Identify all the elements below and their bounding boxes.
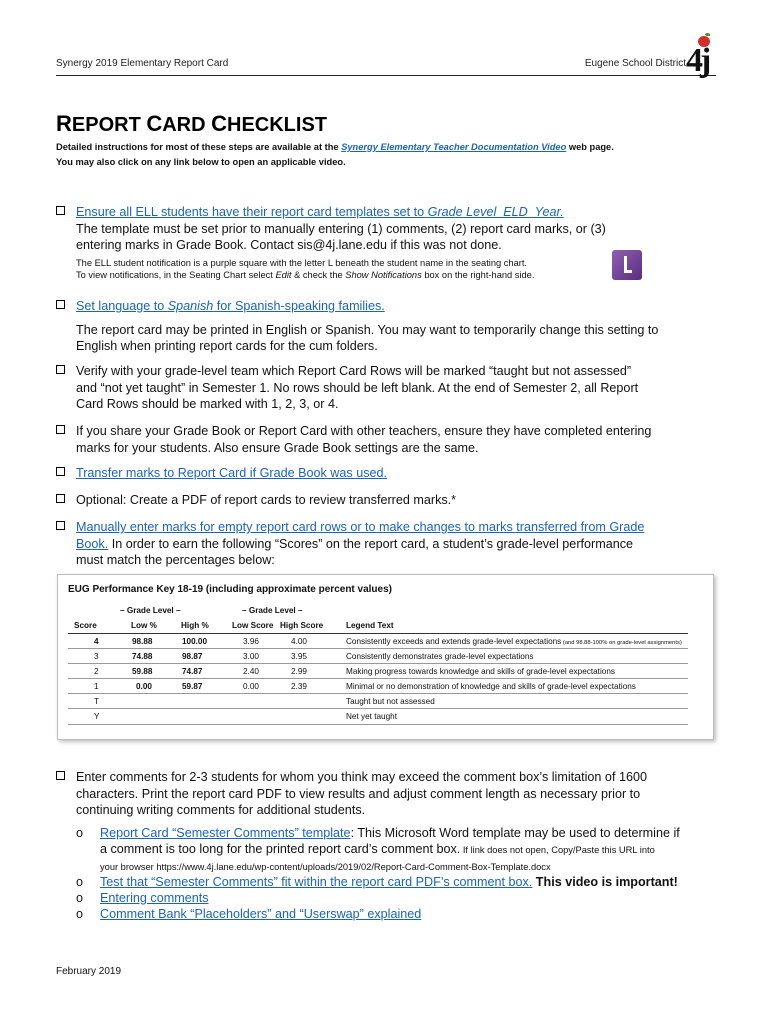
checklist-item-verify bbox=[56, 363, 716, 413]
page-title bbox=[56, 111, 327, 137]
perf-cell: 2.99 bbox=[291, 667, 307, 676]
transfer-marks-link[interactable]: Transfer marks to Report Card if Grade Book was used. bbox=[76, 466, 388, 480]
intro-line1-pre: Detailed instructions for most of these steps are available at the bbox=[56, 142, 342, 152]
perf-header-legend: Legend Text bbox=[346, 621, 394, 630]
intro-line1-post: web page. bbox=[566, 142, 614, 152]
comments-template-link[interactable]: Report Card “Semester Comments” template bbox=[100, 826, 351, 840]
verify-line1: Verify with your grade-level team which Report Card Rows will be marked “taught but not assessed” bbox=[76, 364, 632, 378]
share-line2: marks for your students. Also ensure Grade Book settings are the same. bbox=[76, 440, 479, 455]
perf-cell: Consistently exceeds and extends grade-level expectations (and 98.88-100% on grade-level assignments) bbox=[346, 637, 682, 646]
title-c: C bbox=[146, 111, 163, 136]
checkbox-icon[interactable] bbox=[56, 365, 65, 374]
manual-line3: must match the percentages below: bbox=[76, 553, 275, 567]
perf-title: EUG Performance Key 18-19 (including approximate percent values) bbox=[68, 584, 392, 595]
intro-text bbox=[56, 140, 716, 170]
perf-row-rule bbox=[68, 663, 688, 664]
checklist-item-pdf bbox=[56, 492, 716, 509]
ell-template-link[interactable]: Ensure all ELL students have their report card templates set to Grade Level_ELD_Year. bbox=[76, 205, 564, 219]
district-logo bbox=[686, 36, 718, 80]
ell-note1: The ELL student notification is a purple square with the letter L beneath the student name in the seating chart. bbox=[76, 257, 528, 268]
list-item: o Test that “Semester Comments” fit within the report card PDF’s comment box. This video is important! bbox=[76, 875, 678, 889]
checklist-item-transfer bbox=[56, 465, 716, 482]
perf-header-low-pct: Low % bbox=[131, 621, 157, 630]
perf-cell: 74.88 bbox=[132, 652, 153, 661]
perf-cell: 3.96 bbox=[243, 637, 259, 646]
title-ch: C bbox=[211, 111, 228, 136]
set-language-link[interactable]: Set language to Spanish for Spanish-speaking families. bbox=[76, 299, 385, 313]
title-r: R bbox=[56, 111, 72, 136]
perf-cell: 4.00 bbox=[291, 637, 307, 646]
perf-cell: 3 bbox=[94, 652, 99, 661]
perf-cell: 4 bbox=[94, 637, 99, 646]
pdf-line1: Optional: Create a PDF of report cards to review transferred marks.* bbox=[76, 493, 457, 507]
footer-date: February 2019 bbox=[56, 966, 122, 977]
doc-video-link[interactable]: Synergy Elementary Teacher Documentation Video bbox=[341, 142, 567, 152]
header-right-text: Eugene School District bbox=[584, 58, 686, 69]
title-hecklist: HECKLIST bbox=[227, 114, 328, 136]
perf-cell: 2.40 bbox=[243, 667, 259, 676]
perf-cell: 59.88 bbox=[132, 667, 153, 676]
checkbox-icon[interactable] bbox=[56, 467, 65, 476]
comments-line3: continuing writing comments for additional students. bbox=[76, 803, 366, 817]
perf-cell: 2 bbox=[94, 667, 99, 676]
bullet-marker: o bbox=[76, 891, 84, 905]
perf-cell: Minimal or no demonstration of knowledge and skills of grade-level expectations bbox=[346, 682, 636, 691]
checkbox-icon[interactable] bbox=[56, 206, 65, 215]
manual-marks-link[interactable]: Manually enter marks for empty report card rows or to make changes to marks transferred from Grade bbox=[76, 520, 645, 534]
perf-cell: 0.00 bbox=[243, 682, 259, 691]
page-header bbox=[56, 58, 686, 74]
checkbox-icon[interactable] bbox=[56, 521, 65, 530]
perf-header-rule bbox=[68, 633, 688, 634]
share-line1: If you share your Grade Book or Report Card with other teachers, ensure they have completed entering bbox=[76, 424, 652, 438]
ell-note2: To view notifications, in the Seating Chart select Edit & check the Show Notifications box on the right-hand side. bbox=[76, 270, 535, 280]
perf-group2: – Grade Level – bbox=[242, 606, 303, 615]
checklist-item-comments bbox=[56, 769, 716, 819]
title-eport: EPORT bbox=[71, 114, 147, 136]
perf-header-score: Score bbox=[74, 621, 97, 630]
lang-line2: The report card may be printed in English or Spanish. You may want to temporarily change this setting to bbox=[76, 322, 659, 337]
perf-cell: Y bbox=[94, 712, 100, 721]
checklist-item-share bbox=[56, 423, 716, 456]
perf-cell: 3.95 bbox=[291, 652, 307, 661]
perf-cell: 98.87 bbox=[182, 652, 203, 661]
perf-cell: 74.87 bbox=[182, 667, 203, 676]
perf-cell: Consistently demonstrates grade-level expectations bbox=[346, 652, 534, 661]
perf-cell: T bbox=[94, 697, 100, 706]
ell-notification-icon bbox=[612, 250, 642, 280]
perf-row-rule bbox=[68, 724, 688, 725]
checkbox-icon[interactable] bbox=[56, 425, 65, 434]
ell-line3: entering marks in Grade Book. Contact sis@4j.lane.edu if this was not done. bbox=[76, 238, 502, 252]
perf-cell: 98.88 bbox=[132, 637, 153, 646]
list-item bbox=[76, 906, 716, 922]
verify-line3: Card Rows should be marked with 1, 2, 3, or 4. bbox=[76, 397, 339, 411]
perf-group1: – Grade Level – bbox=[120, 606, 181, 615]
list-item: o Report Card “Semester Comments” template: This Microsoft Word template may be used to determine if a comment is too long for the printed report card’s comment box. If link does not open, Copy/Paste this URL into your browser https://www.4j.lane.edu/wp-content/uploads/2019/02/Report-Card-Comment-Box-Template.docx bbox=[76, 826, 680, 872]
logo-text: 4j bbox=[686, 42, 709, 79]
perf-cell: 2.39 bbox=[291, 682, 307, 691]
perf-row-rule bbox=[68, 693, 688, 694]
checklist-item-language bbox=[56, 298, 716, 355]
perf-header-high-pct: High % bbox=[181, 621, 209, 630]
ell-line2: The template must be set prior to manually entering (1) comments, (2) report card marks, or (3) bbox=[76, 221, 606, 236]
perf-cell: 3.00 bbox=[243, 652, 259, 661]
perf-cell: 0.00 bbox=[136, 682, 152, 691]
perf-header-low-score: Low Score bbox=[232, 621, 274, 630]
perf-header-high-score: High Score bbox=[280, 621, 324, 630]
verify-line2: and “not yet taught” in Semester 1. No rows should be left blank. At the end of Semester 2, all Report bbox=[76, 380, 639, 395]
comments-line1: Enter comments for 2-3 students for whom you think may exceed the comment box’s limitation of 1600 bbox=[76, 770, 647, 784]
title-ard: ARD bbox=[162, 114, 212, 136]
header-left-text: Synergy 2019 Elementary Report Card bbox=[56, 58, 229, 69]
perf-cell: Making progress towards knowledge and skills of grade-level expectations bbox=[346, 667, 615, 676]
list-item bbox=[76, 890, 716, 906]
comment-bank-link[interactable]: Comment Bank “Placeholders” and “Userswap” explained bbox=[100, 907, 422, 921]
checkbox-icon[interactable] bbox=[56, 300, 65, 309]
entering-comments-link[interactable]: Entering comments bbox=[100, 891, 209, 905]
bullet-marker: o bbox=[76, 907, 84, 921]
header-divider bbox=[56, 75, 716, 76]
bullet-marker: o bbox=[76, 826, 84, 840]
perf-cell: 100.00 bbox=[182, 637, 208, 646]
perf-row-rule bbox=[68, 678, 688, 679]
comments-bullet-list bbox=[76, 825, 716, 922]
manual-text2: In order to earn the following “Scores” on the report card, a student’s grade-level performance bbox=[108, 536, 634, 551]
checklist-item-manual bbox=[56, 519, 716, 569]
perf-cell: 1 bbox=[94, 682, 99, 691]
lang-line3: English when printing report cards for the cum folders. bbox=[76, 339, 378, 353]
perf-row-rule bbox=[68, 708, 688, 709]
perf-cell: 59.87 bbox=[182, 682, 203, 691]
checkbox-icon[interactable] bbox=[56, 494, 65, 503]
perf-cell: Net yet taught bbox=[346, 712, 397, 721]
performance-key-table bbox=[57, 574, 714, 740]
checkbox-icon[interactable] bbox=[56, 771, 65, 780]
bullet-marker: o bbox=[76, 875, 84, 889]
perf-cell: Taught but not assessed bbox=[346, 697, 435, 706]
comments-line2: characters. Print the report card PDF to view results and adjust comment length as necessary prior to bbox=[76, 786, 641, 801]
perf-row-rule bbox=[68, 648, 688, 649]
manual-marks-link-2[interactable]: Book. bbox=[76, 536, 109, 551]
test-comments-link[interactable]: Test that “Semester Comments” fit within the report card PDF’s comment box. bbox=[100, 875, 533, 889]
intro-line2: You may also click on any link below to open an applicable video. bbox=[56, 157, 346, 167]
